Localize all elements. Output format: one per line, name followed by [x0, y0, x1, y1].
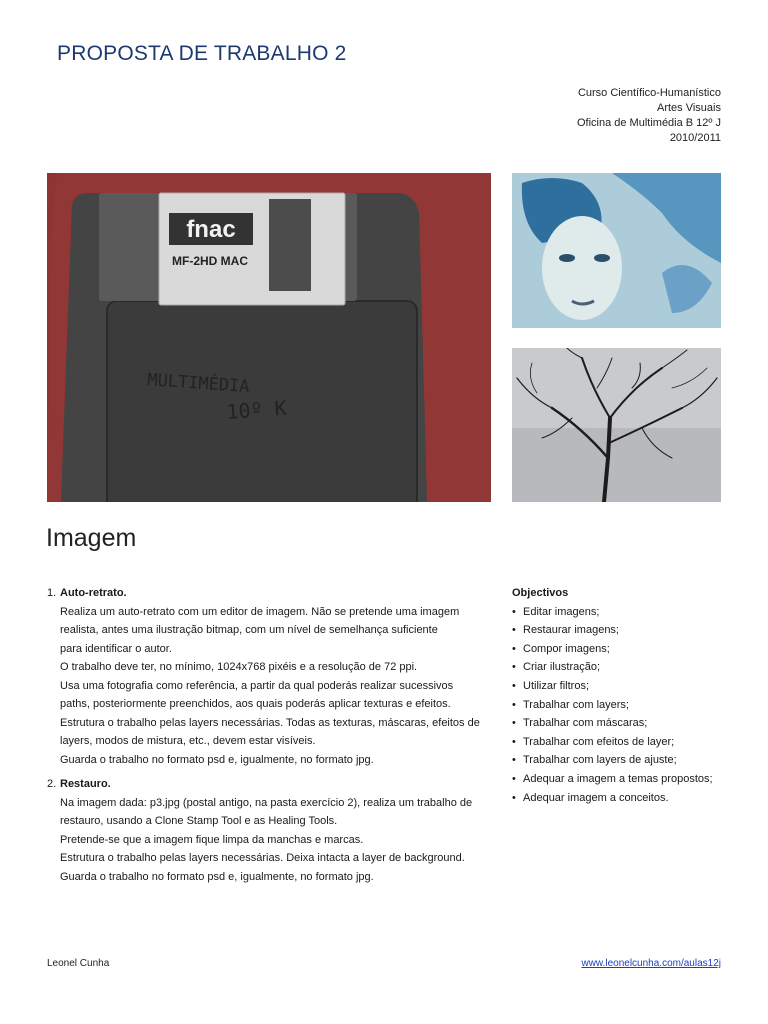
footer-author: Leonel Cunha — [47, 958, 110, 969]
objectives-box — [512, 584, 727, 807]
course-info — [577, 86, 721, 146]
task-line: Estrutura o trabalho pelas layers necessárias. Todas as texturas, máscaras, efeitos de — [60, 716, 480, 729]
task-title: Restauro. — [60, 778, 111, 790]
floppy-model: MF-2HD MAC — [172, 254, 248, 268]
section-title: Imagem — [46, 524, 137, 552]
task-number: 1. — [47, 587, 57, 599]
task-line: Pretende-se que a imagem fique limpa da manchas e marcas. — [60, 833, 364, 846]
objective-item: • Trabalhar com layers de ajuste; — [512, 751, 727, 770]
floppy-brand: fnac — [186, 216, 236, 243]
task-item — [47, 584, 497, 769]
tasks-list — [47, 584, 497, 892]
course-line: 2010/2011 — [669, 132, 721, 144]
objective-item: • Trabalhar com máscaras; — [512, 714, 727, 733]
objective-item: • Restaurar imagens; — [512, 621, 727, 640]
task-item — [47, 775, 497, 886]
objective-item: • Compor imagens; — [512, 640, 727, 659]
task-line: paths, posteriormente preenchidos, aos quais poderás aplicar texturas e efeitos. — [60, 698, 451, 710]
task-line: layers, modos de mistura, etc., devem estar visíveis. — [60, 735, 316, 747]
bare-tree-photo — [512, 348, 721, 502]
task-number: 2. — [47, 778, 57, 790]
task-line: realista, antes uma ilustração bitmap, com um nível de semelhança suficiente — [60, 624, 438, 636]
objectives-title: Objectivos — [512, 587, 569, 599]
objective-item: • Trabalhar com efeitos de layer; — [512, 733, 727, 752]
objective-item: • Trabalhar com layers; — [512, 696, 727, 715]
footer-link[interactable]: www.leonelcunha.com/aulas12j — [581, 958, 721, 969]
task-line: O trabalho deve ter, no mínimo, 1024x768 pixéis e a resolução de 72 ppi. — [60, 661, 418, 673]
task-line: Estrutura o trabalho pelas layers necessárias. Deixa intacta a layer de background. — [60, 852, 465, 864]
page-title: PROPOSTA DE TRABALHO 2 — [57, 42, 347, 65]
objective-item: • Utilizar filtros; — [512, 677, 727, 696]
course-line: Artes Visuais — [657, 102, 721, 114]
task-line: Usa uma fotografia como referência, a partir da qual poderás realizar sucessivos — [60, 679, 454, 692]
objective-item: • Adequar a imagem a temas propostos; — [512, 770, 727, 789]
objectives-list — [512, 603, 727, 808]
objective-item: • Editar imagens; — [512, 603, 727, 622]
floppy-disk-photo — [47, 173, 491, 502]
handwriting-line: 10º K — [225, 395, 288, 424]
objective-item: • Adequar imagem a conceitos. — [512, 789, 727, 808]
vintage-portrait-photo — [512, 173, 721, 328]
task-line: Realiza um auto-retrato com um editor de imagem. Não se pretende uma imagem — [60, 605, 460, 618]
objective-item: • Criar ilustração; — [512, 658, 727, 677]
course-line: Curso Científico-Humanístico — [577, 87, 721, 99]
task-line: restauro, usando a Clone Stamp Tool e as Healing Tools. — [60, 815, 338, 827]
task-line: Guarda o trabalho no formato psd e, igualmente, no formato jpg. — [60, 753, 374, 766]
task-title: Auto-retrato. — [60, 587, 127, 599]
task-line: para identificar o autor. — [60, 642, 172, 655]
handwriting-line: MULTIMÉDIA — [146, 370, 251, 398]
task-line: Na imagem dada: p3.jpg (postal antigo, na pasta exercício 2), realiza um trabalho de — [60, 796, 473, 809]
task-line: Guarda o trabalho no formato psd e, igualmente, no formato jpg. — [60, 870, 374, 883]
course-line: Oficina de Multimédia B 12º J — [576, 117, 721, 129]
